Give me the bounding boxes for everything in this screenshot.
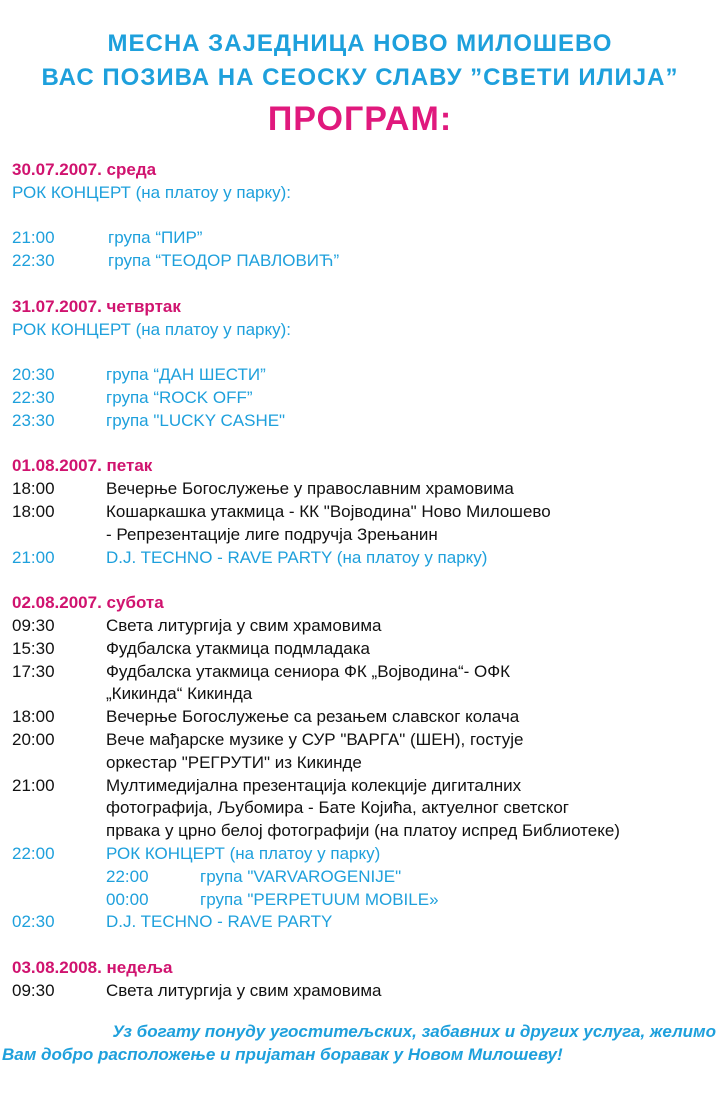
event-row — [12, 547, 718, 570]
event-row — [12, 250, 718, 273]
event-row — [12, 638, 718, 661]
header-line-2: ВАС ПОЗИВА НА СЕОСКУ СЛАВУ ”СВЕТИ ИЛИЈА” — [41, 64, 679, 91]
event-continuation — [12, 797, 718, 820]
program-title: ПРОГРАМ: — [267, 100, 453, 138]
event-text-cont: оркестар "РЕГРУТИ" из Кикинде — [106, 752, 362, 772]
event-time: 22:30 — [12, 251, 55, 271]
event-time: 22:30 — [12, 387, 55, 407]
event-time: 21:00 — [12, 775, 55, 795]
event-text: Света литургија у свим храмовима — [106, 615, 382, 635]
day-date: 31.07.2007. четвртак — [12, 296, 181, 316]
event-time: 22:00 — [12, 843, 55, 863]
sub-event-row — [12, 866, 718, 889]
event-text: D.J. TECHNO - RAVE PARTY (на платоу у парку) — [106, 547, 488, 567]
event-row — [12, 980, 718, 1003]
event-time: 09:30 — [12, 615, 55, 635]
event-text: Света литургија у свим храмовима — [106, 980, 382, 1000]
footer-line-2: Вам добро расположење и пријатан боравак у Новом Милошеву! — [2, 1045, 563, 1064]
event-time: 21:00 — [12, 547, 55, 567]
event-row — [12, 501, 718, 524]
event-time: 20:00 — [12, 729, 55, 749]
event-row — [12, 478, 718, 501]
event-text: група “ПИР” — [108, 228, 203, 248]
event-time: 18:00 — [12, 707, 55, 727]
event-text: група "LUCKY CASHE" — [106, 410, 286, 430]
event-time: 20:30 — [12, 365, 55, 385]
sub-event-row — [12, 889, 718, 912]
sub-event-text: група "VARVAROGENIJE" — [200, 866, 402, 886]
event-text: Вечерње Богослужење са резањем славског колача — [106, 707, 520, 727]
sub-event-time: 00:00 — [106, 889, 149, 909]
event-time: 23:30 — [12, 410, 55, 430]
event-time: 09:30 — [12, 980, 55, 1000]
event-row — [12, 364, 718, 387]
event-text: Вечерње Богослужење у православним храмовима — [106, 479, 514, 499]
event-text: Вече мађарске музике у СУР "ВАРГА" (ШЕН), гостује — [106, 729, 524, 749]
event-text: D.J. TECHNO - RAVE PARTY — [106, 912, 333, 932]
event-row — [12, 775, 718, 798]
event-row — [12, 387, 718, 410]
event-text-cont: - Репрезентације лиге подручја Зрењанин — [106, 524, 438, 544]
event-text: група “ТЕОДОР ПАВЛОВИЋ” — [108, 251, 340, 271]
header-line-1: МЕСНА ЗАЈЕДНИЦА НОВО МИЛОШЕВО — [107, 30, 613, 57]
event-continuation — [12, 820, 718, 843]
event-row — [12, 661, 718, 684]
event-row — [12, 706, 718, 729]
day-date: 30.07.2007. среда — [12, 160, 157, 179]
event-time: 18:00 — [12, 501, 55, 521]
day-date: 01.08.2007. петак — [12, 456, 153, 476]
event-time: 02:30 — [12, 912, 55, 932]
day-intro: РОК КОНЦЕРТ (на платоу у парку): — [12, 319, 291, 339]
footer-line-1: Уз богату понуду угоститељских, забавних и других услуга, желимо — [112, 1022, 716, 1041]
event-text: Фудбалска утакмица сениора ФК „Војводина“- ОФК — [106, 661, 511, 681]
event-time: 15:30 — [12, 638, 55, 658]
day-intro: РОК КОНЦЕРТ (на платоу у парку): — [12, 182, 291, 202]
event-time: 18:00 — [12, 479, 55, 499]
event-row — [12, 615, 718, 638]
event-text: Фудбалска утакмица подмладака — [106, 638, 370, 658]
sub-event-time: 22:00 — [106, 866, 149, 886]
event-text: Кошаркашка утакмица - КК "Војводина" Ново Милошево — [106, 501, 551, 521]
event-row — [12, 911, 718, 934]
event-text-cont: првака у црно белој фотографији (на платоу испред Библиотеке) — [106, 821, 620, 841]
event-row — [12, 729, 718, 752]
day-date: 02.08.2007. субота — [12, 593, 164, 613]
event-continuation — [12, 524, 718, 547]
sub-event-text: група "PERPETUUM MOBILE» — [200, 889, 439, 909]
event-text-cont: „Кикинда“ Кикинда — [106, 684, 253, 704]
event-row — [12, 410, 718, 433]
event-continuation — [12, 752, 718, 775]
event-row — [12, 843, 718, 866]
event-row — [12, 227, 718, 250]
event-text: група “ROCK OFF” — [106, 387, 253, 407]
event-text-cont: фотографија, Љубомира - Бате Којића, актуелног светског — [106, 798, 569, 818]
event-time: 21:00 — [12, 228, 55, 248]
event-text: Мултимедијална презентација колекције дигиталних — [106, 775, 522, 795]
event-time: 17:30 — [12, 661, 55, 681]
program-list — [12, 159, 718, 1002]
day-date: 03.08.2008. недеља — [12, 957, 173, 977]
event-continuation — [12, 683, 718, 706]
event-text: РОК КОНЦЕРТ (на платоу у парку) — [106, 843, 381, 863]
event-text: група “ДАН ШЕСТИ” — [106, 365, 266, 385]
